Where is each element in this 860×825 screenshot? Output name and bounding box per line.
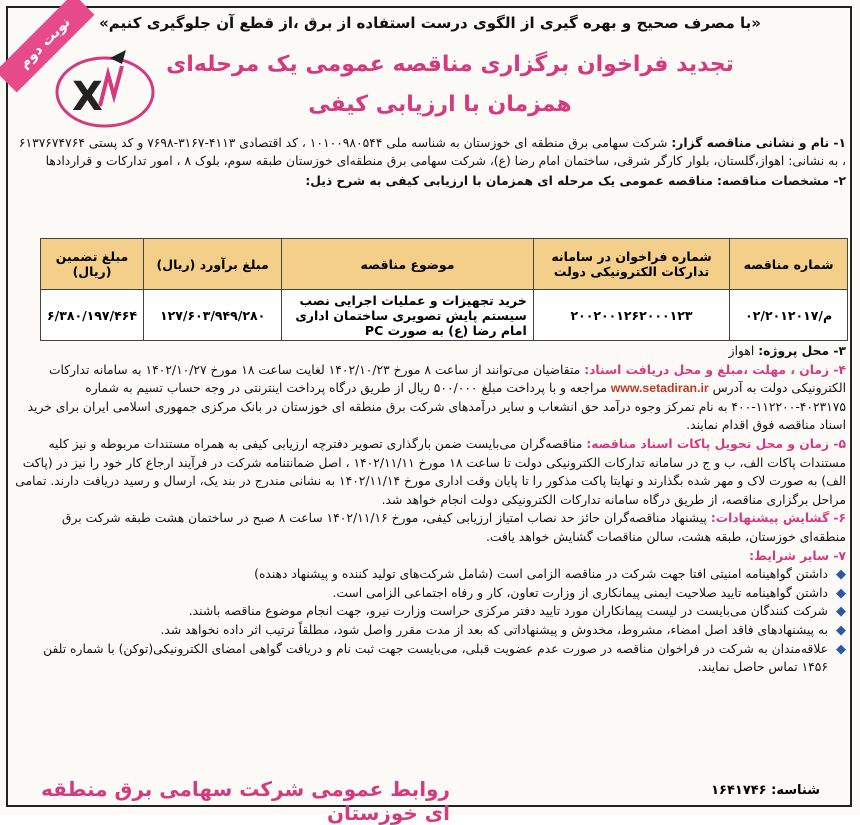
- sections-3-7: [14, 342, 846, 677]
- condition-text: داشتن گواهینامه امنیتی افتا جهت شرکت در مناقصه الزامی است (شامل شرکت‌های تولید کننده و پیشنهاد دهنده): [254, 567, 828, 582]
- col-guarantee: مبلغ تضمین (ریال): [41, 239, 144, 290]
- col-estimate: مبلغ برآورد (ریال): [144, 239, 282, 290]
- condition-text: به پیشنهادهای فاقد اصل امضاء، مشروط، مخدوش و پیشنهاداتی که بعد از مدت مقرر واصل شود، مطلقاً ترتیب اثر داده نخواهد شد.: [160, 622, 828, 637]
- section-1-2: [14, 134, 846, 190]
- section-3-text: اهواز: [728, 344, 755, 358]
- table-header-row: [41, 239, 848, 290]
- section-6-heading: ۶- گشایش پیشنهادات:: [710, 511, 846, 526]
- title-sub: همزمان با ارزیابی کیفی: [308, 92, 572, 117]
- cell-call-number: ۲۰۰۲۰۰۱۲۶۲۰۰۰۱۲۳: [533, 290, 730, 341]
- diamond-bullet-icon: ◆: [836, 585, 846, 601]
- section-3: [14, 342, 846, 361]
- section-7-heading: [14, 547, 846, 566]
- list-item: [14, 621, 846, 640]
- cell-subject: خرید تجهیزات و عملیات اجرایی نصب سیستم پایش تصویری ساختمان اداری امام رضا (ع) به صورت PC: [282, 290, 534, 341]
- section-2: [14, 172, 846, 190]
- footer-signature: روابط عمومی شرکت سهامی برق منطقه ای خوزستان: [40, 777, 450, 825]
- setadiran-link[interactable]: www.setadiran.ir: [610, 381, 709, 396]
- section-5-heading: ۵- زمان و محل تحویل پاکات اسناد مناقصه:: [586, 436, 846, 451]
- diamond-bullet-icon: ◆: [836, 567, 846, 583]
- slogan: «با مصرف صحیح و بهره گیری از الگوی درست استفاده از برق ،از قطع آن جلوگیری کنیم»: [99, 14, 761, 32]
- diamond-bullet-icon: ◆: [836, 641, 846, 657]
- diamond-bullet-icon: ◆: [836, 604, 846, 620]
- list-item: [14, 565, 846, 584]
- condition-text: داشتن گواهینامه تایید صلاحیت ایمنی پیمانکاری از وزارت تعاون، کار و رفاه اجتماعی الزامی است.: [332, 585, 828, 600]
- section-6-text: پیشنهاد مناقصه‌گران حائز حد نصاب امتیاز ارزیابی کیفی، مورخ ۱۴۰۲/۱۱/۱۶ ساعت ۸ صبح در ساختمان هشت طبقه شرکت برق منطقه‌ای خوزستان، طبقه هشت، سالن مناقصات گشایش خواهد یافت.: [61, 511, 846, 544]
- tender-table: [40, 238, 848, 341]
- section-5: [14, 435, 846, 509]
- list-item: [14, 602, 846, 621]
- col-subject: موضوع مناقصه: [282, 239, 534, 290]
- round-badge: نوبت دوم: [0, 0, 94, 92]
- section-4: [14, 361, 846, 435]
- section-2-heading: ۲- مشخصات مناقصه:: [716, 174, 846, 188]
- section-6: [14, 509, 846, 546]
- title-main: تجدید فراخوان برگزاری مناقصه عمومی یک مرحله‌ای: [166, 52, 734, 77]
- section-5-text: مناقصه‌گران می‌بایست ضمن بارگذاری تصویر دفترچه ارزیابی کیفی به همراه مستندات مربوطه و نیز کلیه مستندات پاکات الف، ب و ج در سامانه تدارکات الکترونیکی دولت تا ساعت ۱۸ مورخ ۱۴۰۲/۱۱/۱۱ ، اصل ضمانتنامه شرکت در فرآیند ارجاع کار خود را نیز در (پاکت الف) به صورت لاک و مهر شده بگذارند و نهایتا پاکت مذکور را تا پایان وقت اداری مورخ ۱۴۰۲/۱۱/۱۴ به نشانی مندرج در بند یک، ارسال و رسید دریافت دارند. تمامی مراحل برگزاری مناقصه، از طریق درگاه سامانه تدارکات الکترونیکی دولت انجام خواهد شد.: [15, 436, 846, 507]
- section-7-heading-text: ۷- سایر شرایط:: [749, 548, 846, 563]
- section-2-text: مناقصه عمومی یک مرحله ای همزمان با ارزیابی کیفی به شرح ذیل:: [305, 174, 714, 188]
- section-1: [14, 134, 846, 170]
- col-call-number: شماره فراخوان در سامانه تدارکات الکترونیکی دولت: [533, 239, 730, 290]
- section-4-text-1: متقاضیان می‌توانند از ساعت ۸ مورخ ۱۴۰۲/۱۰/۲۳ لغایت ساعت ۱۸ مورخ ۱۴۰۲/۱۰/۲۷ به سامانه تدارکات الکترونیکی دولت به آدرس: [48, 362, 846, 396]
- identifier: شناسه: ۱۶۴۱۷۴۶: [711, 783, 820, 798]
- section-1-text: شرکت سهامی برق منطقه ای خوزستان به شناسه ملی ۱۰۱۰۰۹۸۰۵۴۴ ، کد اقتصادی ۴۱۱۳-۳۱۶۷-۷۶۹۸ و کد پستی ۶۱۳۷۶۷۴۷۶۴ ، به نشانی: اهواز،گلستان، بلوار کارگر شرقی، ساختمان امام رضا (ع)، شرکت سهامی برق منطقه‌ای خوزستان طبقه سوم، بلوک ۸ ، امور تدارکات و قراردادها: [18, 136, 846, 168]
- section-1-heading: ۱- نام و نشانی مناقصه گزار:: [671, 136, 846, 150]
- cell-tender-number: م/۰۲/۲۰۱۲۰۱۷: [730, 290, 848, 341]
- condition-text: علاقه‌مندان به شرکت در فراخوان مناقصه در صورت عدم عضویت قبلی، می‌بایست جهت ثبت نام و دریافت گواهی امضای الکترونیکی(توکن) با شماره تلفن ۱۴۵۶ تماس حاصل نمایند.: [43, 641, 828, 675]
- condition-text: شرکت کنندگان می‌بایست در لیست پیمانکاران مورد تایید دفتر مرکزی حراست وزارت نیرو، جهت انجام موضوع مناقصه باشند.: [188, 604, 828, 619]
- section-4-heading: ۴- زمان ، مهلت ،مبلغ و محل دریافت اسناد:: [584, 362, 846, 377]
- section-3-heading: ۳- محل پروژه:: [758, 344, 846, 358]
- conditions-list: [14, 565, 846, 677]
- list-item: [14, 584, 846, 603]
- cell-guarantee: ۶/۳۸۰/۱۹۷/۴۶۴: [41, 290, 144, 341]
- section-4-text-2: مراجعه و با پرداخت مبلغ ۵۰۰/۰۰۰ ریال از طریق درگاه پرداخت اینترنتی در وجه حساب تسیم به شماره ۴۰۲۳۱۷۵-۱۱۲۲۰۰-۴۰۰ به نام تمرکز وجوه درآمد حق انشعاب و سایر درآمدهای شرکت برق منطقه ای خوزستان در بانک مرکزی جمهوری اسلامی ایران برای خرید اسناد مناقصه فوق اقدام نمایند.: [27, 381, 846, 433]
- svg-text:X: X: [72, 74, 103, 120]
- list-item: [14, 640, 846, 677]
- table-row: [41, 290, 848, 341]
- col-tender-number: شماره مناقصه: [730, 239, 848, 290]
- cell-estimate: ۱۲۷/۶۰۳/۹۴۹/۲۸۰: [144, 290, 282, 341]
- diamond-bullet-icon: ◆: [836, 622, 846, 638]
